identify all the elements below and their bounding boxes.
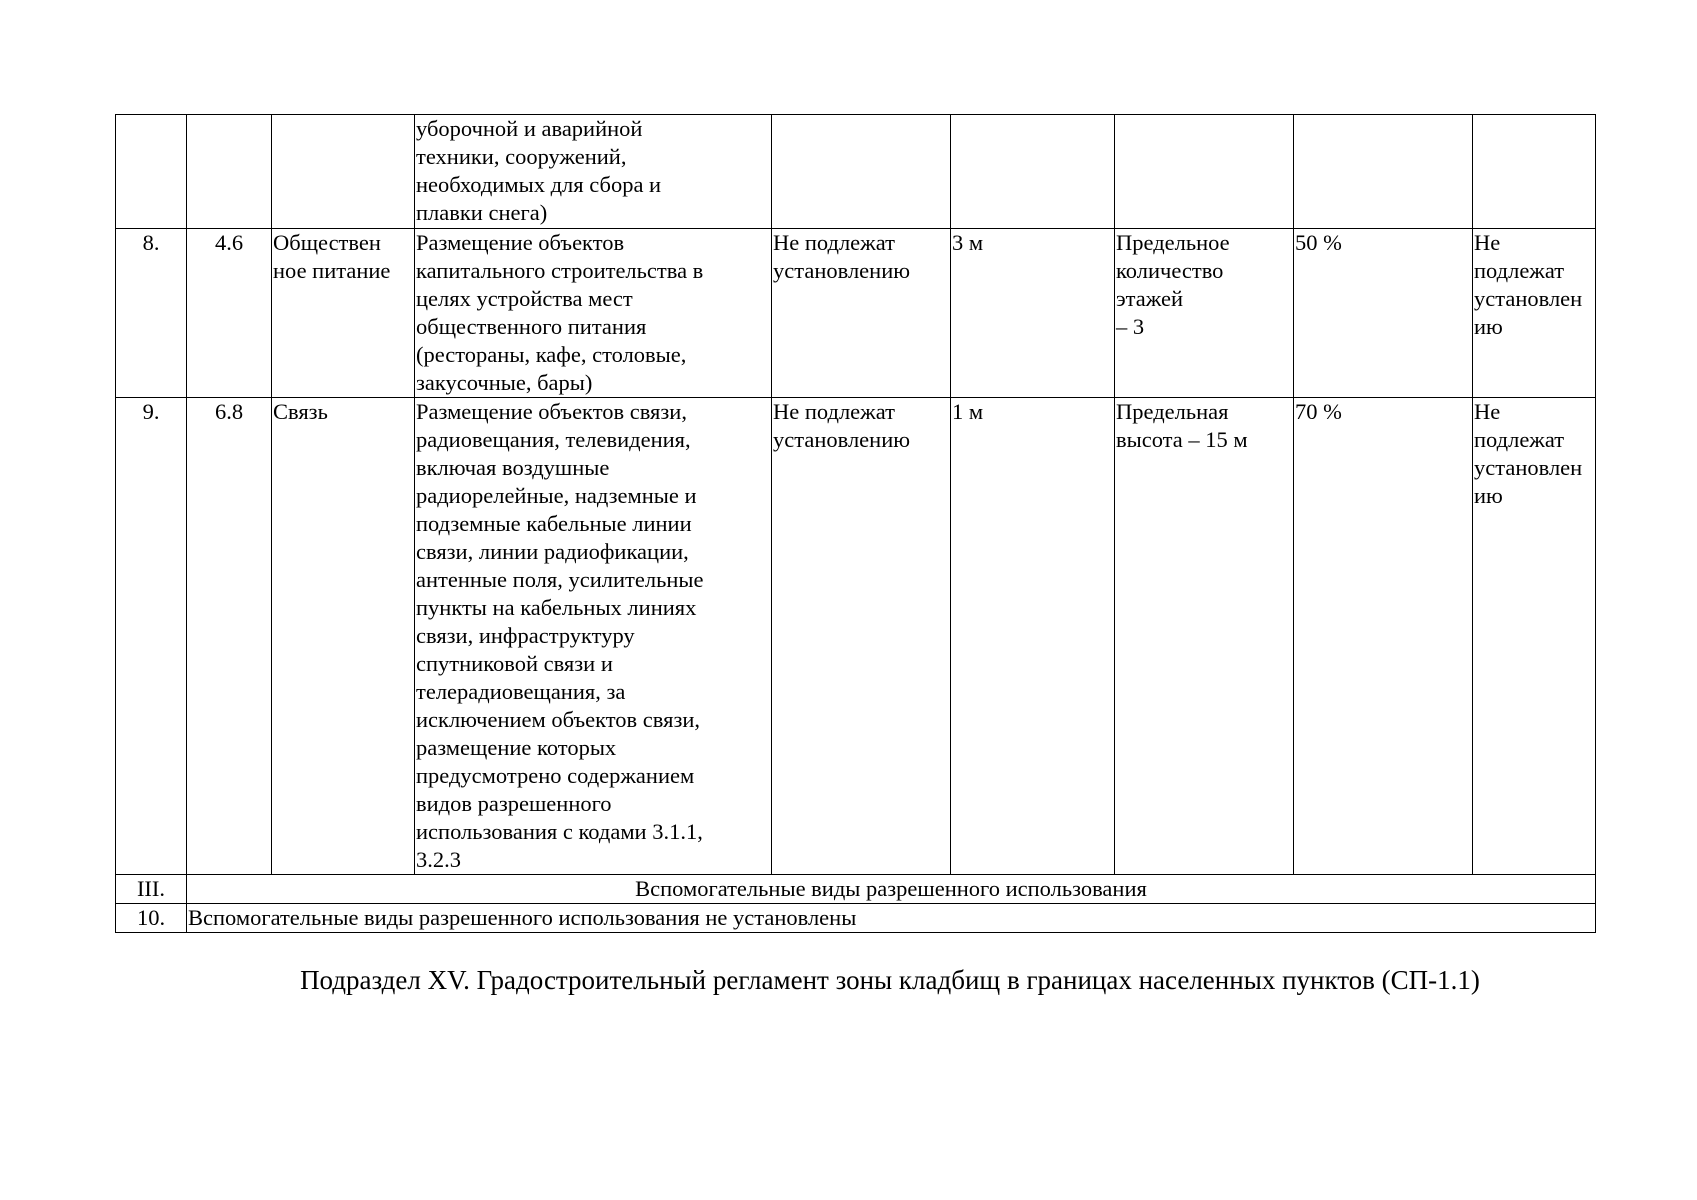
- cell-coverage: 70 %: [1294, 398, 1473, 875]
- cell-plot-size: Не подлежат установлению: [772, 229, 951, 398]
- cell-other: [1473, 115, 1596, 229]
- cell-description: Размещение объектов капитального строительства в целях устройства мест общественного питания (рестораны, кафе, столовые, закусочные, бары): [415, 229, 772, 398]
- table-row-continuation: [116, 115, 1596, 229]
- cell-height: Предельная высота – 15 м: [1115, 398, 1294, 875]
- cell-other: Не подлежат установлен ию: [1473, 398, 1596, 875]
- cell-description: уборочной и аварийной техники, сооружений, необходимых для сбора и плавки снега): [415, 115, 772, 229]
- cell-coverage: [1294, 115, 1473, 229]
- section-header-row: [116, 875, 1596, 904]
- cell-setback: 1 м: [951, 398, 1115, 875]
- cell-description: Размещение объектов связи, радиовещания, телевидения, включая воздушные радиорелейные, надземные и подземные кабельные линии связи, линии радиофикации, антенные поля, усилительные пункты на кабельных линиях связи, инфраструктуру спутниковой связи и телерадиовещания, за исключением объектов связи, размещение которых предусмотрено содержанием видов разрешенного использования с кодами 3.1.1, 3.2.3: [415, 398, 772, 875]
- table-row: [116, 904, 1596, 933]
- cell-code: 6.8: [187, 398, 272, 875]
- cell-num: 8.: [116, 229, 187, 398]
- table-row: [116, 229, 1596, 398]
- section-label: Вспомогательные виды разрешенного использования: [187, 875, 1596, 904]
- cell-name: [272, 115, 415, 229]
- cell-code: 4.6: [187, 229, 272, 398]
- cell-text: Вспомогательные виды разрешенного использования не установлены: [187, 904, 1596, 933]
- cell-plot-size: [772, 115, 951, 229]
- cell-other: Не подлежат установлен ию: [1473, 229, 1596, 398]
- subsection-title: Подраздел XV. Градостроительный регламент зоны кладбищ в границах населенных пунктов (СП-1.1): [300, 965, 1480, 995]
- regulation-table: [115, 114, 1596, 933]
- cell-code: [187, 115, 272, 229]
- cell-num: 9.: [116, 398, 187, 875]
- table-row: [116, 398, 1596, 875]
- cell-num: [116, 115, 187, 229]
- cell-name: Обществен ное питание: [272, 229, 415, 398]
- cell-coverage: 50 %: [1294, 229, 1473, 398]
- cell-num: III.: [116, 875, 187, 904]
- cell-setback: 3 м: [951, 229, 1115, 398]
- cell-setback: [951, 115, 1115, 229]
- cell-plot-size: Не подлежат установлению: [772, 398, 951, 875]
- cell-height: [1115, 115, 1294, 229]
- cell-num: 10.: [116, 904, 187, 933]
- cell-height: Предельное количество этажей – 3: [1115, 229, 1294, 398]
- cell-name: Связь: [272, 398, 415, 875]
